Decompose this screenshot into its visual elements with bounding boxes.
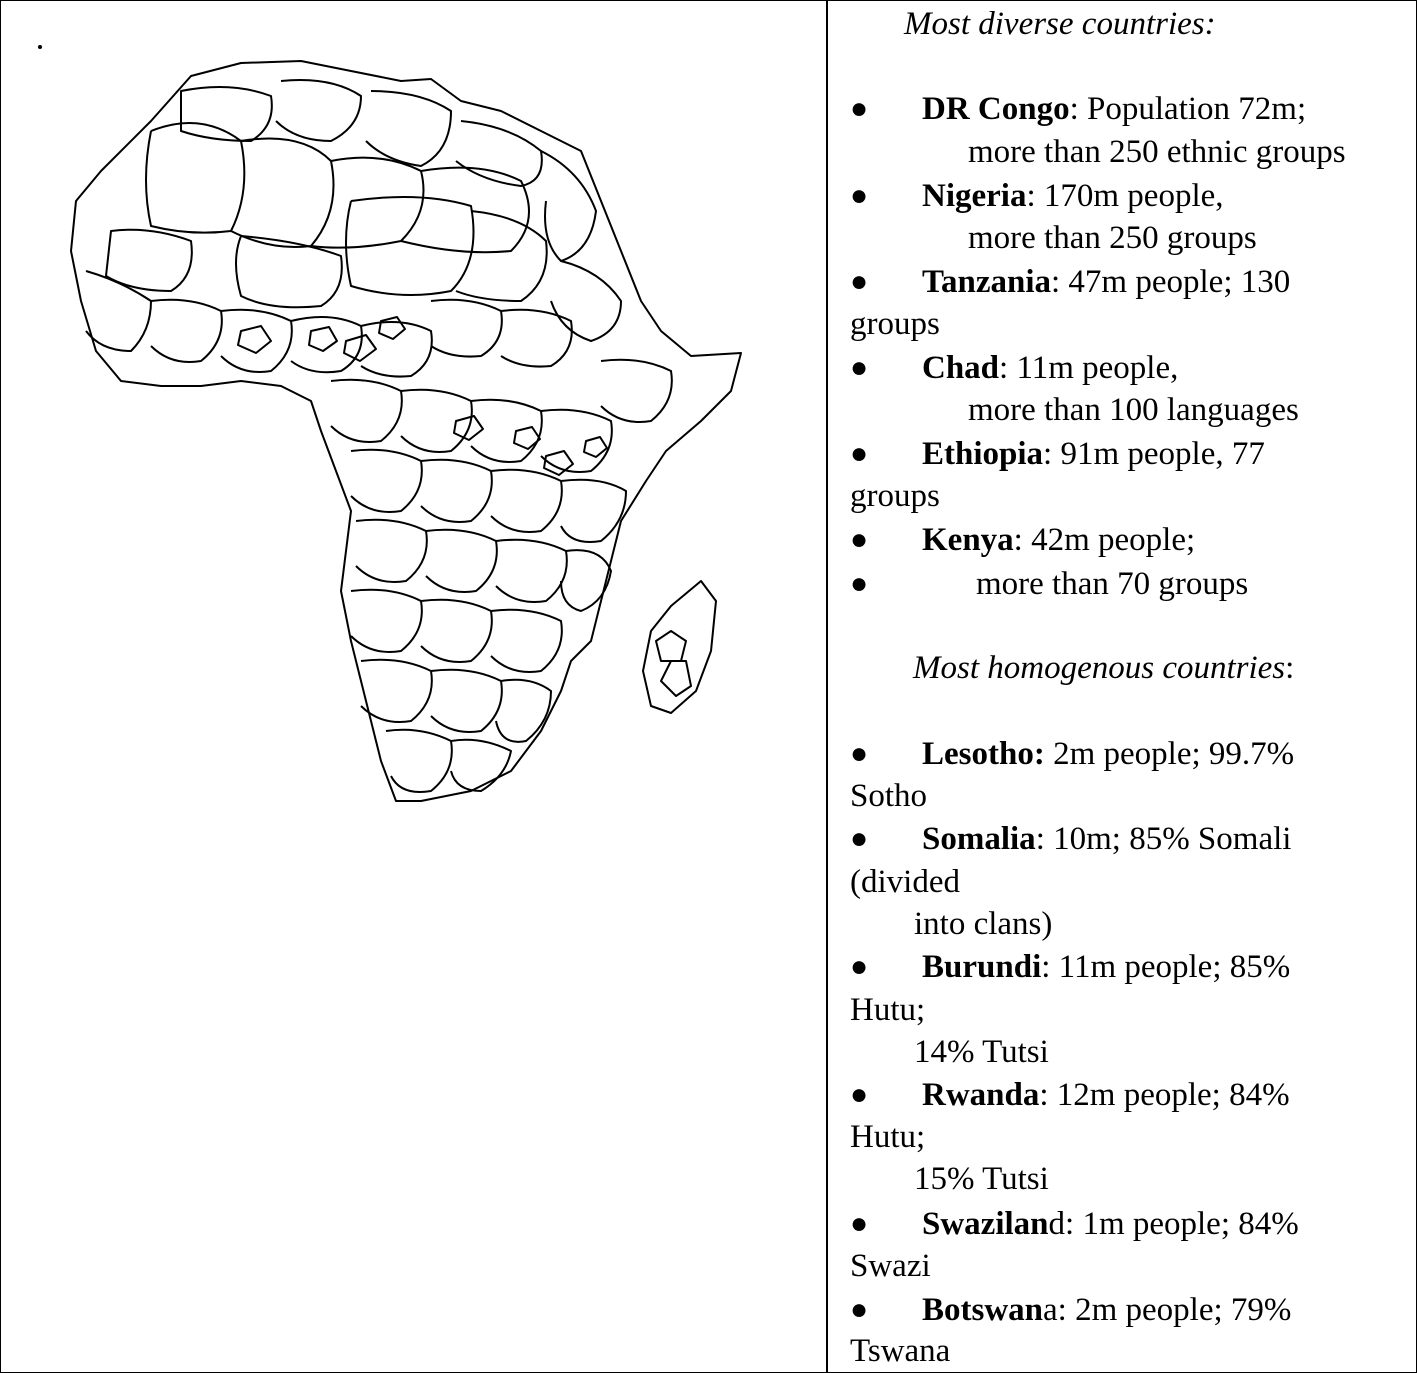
country-name: Nigeria [922, 178, 1027, 214]
list-item [922, 434, 1265, 474]
list-item [922, 89, 1306, 129]
item-continuation: groups [850, 478, 940, 514]
bullet: ● [850, 1293, 869, 1326]
homogenous-heading [913, 648, 1294, 688]
bullet: ● [850, 1078, 869, 1111]
bullet: ● [850, 523, 869, 556]
country-name: Rwanda [922, 1077, 1040, 1113]
list-item [922, 348, 1178, 388]
list-item [922, 176, 1224, 216]
item-continuation: Sotho [850, 778, 928, 814]
country-name: DR Congo [922, 91, 1070, 127]
country-name: Kenya [922, 522, 1014, 558]
list-item [922, 1075, 1290, 1115]
country-name: Swazilan [922, 1206, 1049, 1242]
list-item [922, 819, 1291, 859]
bullet: ● [850, 1207, 869, 1240]
country-name: Lesotho: [922, 736, 1045, 772]
item-continuation: more than 250 ethnic groups [968, 134, 1346, 170]
list-item [922, 520, 1195, 560]
item-continuation: Hutu; [850, 1119, 926, 1155]
item-text: d: 1m people; 84% [1048, 1206, 1299, 1242]
list-item [922, 734, 1294, 774]
heading-suffix: : [1285, 650, 1295, 686]
bullet: ● [850, 437, 869, 470]
item-continuation: Hutu; [850, 992, 926, 1028]
homogenous-heading-text: Most homogenous countries [913, 650, 1286, 686]
item-continuation-2: into clans) [914, 906, 1053, 942]
bullet: ● [850, 265, 869, 298]
country-name: Botswan [922, 1292, 1044, 1328]
country-name: Chad [922, 350, 1000, 386]
item-continuation: (divided [850, 864, 960, 900]
text-cell [828, 1, 1416, 1372]
list-item [922, 1204, 1299, 1244]
map-cell [1, 1, 826, 1372]
item-text: 2m people; 99.7% [1044, 736, 1295, 772]
bullet: ● [850, 737, 869, 770]
africa-outline [71, 61, 741, 801]
item-text: : 10m; 85% Somali [1035, 821, 1292, 857]
item-text: : 91m people, 77 [1043, 436, 1265, 472]
bullet: ● [850, 950, 869, 983]
list-item [922, 262, 1290, 302]
bullet: ● [850, 92, 869, 125]
bullet: ● [850, 179, 869, 212]
item-text: a: 2m people; 79% [1043, 1292, 1292, 1328]
speck [38, 45, 42, 49]
list-item [922, 1290, 1291, 1330]
item-text: : 47m people; 130 [1051, 264, 1291, 300]
item-text: : 42m people; [1013, 522, 1196, 558]
africa-ethnic-map [1, 1, 826, 1372]
country-name: Somalia [922, 821, 1036, 857]
item-text: : 11m people; 85% [1041, 949, 1291, 985]
item-continuation: more than 100 languages [968, 392, 1299, 428]
bullet: ● [850, 351, 869, 384]
list-item: more than 70 groups [976, 566, 1249, 602]
diverse-heading: Most diverse countries: [904, 6, 1216, 42]
country-name: Tanzania [922, 264, 1052, 300]
item-text: : Population 72m; [1069, 91, 1307, 127]
item-text: : 170m people, [1026, 178, 1224, 214]
list-item [922, 947, 1290, 987]
country-name: Ethiopia [922, 436, 1044, 472]
bullet: ● [850, 567, 869, 600]
item-text: : 11m people, [999, 350, 1179, 386]
item-continuation-2: 14% Tutsi [914, 1034, 1049, 1070]
item-continuation: more than 250 groups [968, 220, 1257, 256]
item-text: : 12m people; 84% [1039, 1077, 1290, 1113]
item-continuation: Tswana [850, 1333, 951, 1369]
bullet: ● [850, 822, 869, 855]
country-name: Burundi [922, 949, 1042, 985]
item-continuation-2: 15% Tutsi [914, 1161, 1049, 1197]
item-continuation: Swazi [850, 1248, 931, 1284]
item-continuation: groups [850, 306, 940, 342]
